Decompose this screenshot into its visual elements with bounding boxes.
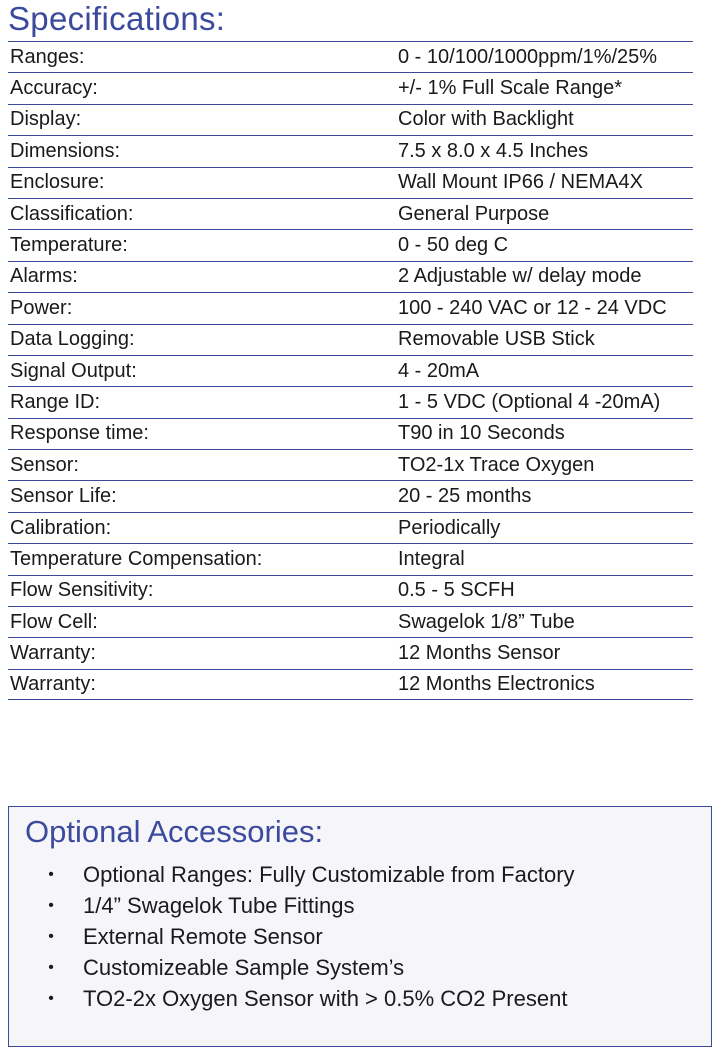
accessory-item — [9, 890, 575, 921]
spec-label: Temperature Compensation: — [10, 547, 263, 570]
spec-label: Power: — [10, 296, 73, 319]
spec-label: Warranty: — [10, 642, 96, 665]
spec-label: Data Logging: — [10, 328, 135, 351]
spec-row — [8, 104, 693, 135]
spec-value: +/- 1% Full Scale Range* — [398, 77, 623, 100]
spec-label: Accuracy: — [10, 77, 98, 100]
accessory-item — [9, 859, 575, 890]
spec-row — [8, 449, 693, 480]
spec-row — [8, 669, 693, 700]
spec-value: Removable USB Stick — [398, 328, 595, 351]
spec-value: 0 - 50 deg C — [398, 234, 509, 257]
spec-label: Flow Cell: — [10, 610, 98, 633]
spec-row — [8, 418, 693, 449]
accessory-text: External Remote Sensor — [83, 923, 323, 949]
specifications-table — [8, 41, 693, 700]
accessory-item — [9, 921, 575, 952]
spec-row — [8, 543, 693, 574]
spec-value: T90 in 10 Seconds — [398, 422, 565, 445]
spec-row — [8, 637, 693, 668]
spec-value: Swagelok 1/8” Tube — [398, 610, 575, 633]
spec-label: Enclosure: — [10, 171, 105, 194]
spec-value: 0 - 10/100/1000ppm/1%/25% — [398, 45, 658, 68]
spec-value: Wall Mount IP66 / NEMA4X — [398, 171, 643, 194]
spec-value: 0.5 - 5 SCFH — [398, 579, 515, 602]
accessory-item — [9, 952, 575, 983]
spec-label: Temperature: — [10, 234, 128, 257]
spec-label: Warranty: — [10, 673, 96, 695]
accessory-text: TO2-2x Oxygen Sensor with > 0.5% CO2 Present — [83, 985, 568, 1011]
spec-row — [8, 229, 693, 260]
spec-row — [8, 355, 693, 386]
spec-row — [8, 386, 693, 417]
spec-row — [8, 324, 693, 355]
spec-value: 20 - 25 months — [398, 485, 532, 508]
spec-value: Color with Backlight — [398, 108, 574, 131]
spec-row — [8, 72, 693, 103]
spec-row — [8, 135, 693, 166]
spec-label: Sensor Life: — [10, 485, 117, 508]
spec-value: 2 Adjustable w/ delay mode — [398, 265, 642, 288]
spec-value: TO2-1x Trace Oxygen — [398, 453, 595, 476]
spec-label: Ranges: — [10, 45, 85, 68]
spec-row — [8, 167, 693, 198]
spec-label: Classification: — [10, 202, 134, 225]
specifications-title: Specifications: — [8, 0, 226, 37]
spec-label: Dimensions: — [10, 139, 121, 162]
bullet-icon: • — [48, 989, 54, 1007]
bullet-icon: • — [48, 896, 54, 914]
spec-label: Signal Output: — [10, 359, 137, 382]
spec-row — [8, 575, 693, 606]
accessory-text: Customizeable Sample System’s — [83, 954, 405, 980]
spec-value: General Purpose — [398, 202, 550, 225]
spec-value: 7.5 x 8.0 x 4.5 Inches — [398, 139, 589, 162]
spec-value: Periodically — [398, 516, 501, 539]
accessories-list — [9, 859, 575, 1014]
spec-row — [8, 606, 693, 637]
spec-label: Sensor: — [10, 453, 79, 476]
bullet-icon: • — [48, 865, 54, 883]
spec-value: 12 Months Sensor — [398, 642, 561, 665]
spec-row — [8, 41, 693, 72]
spec-value: 4 - 20mA — [398, 359, 480, 382]
spec-row — [8, 261, 693, 292]
spec-row — [8, 292, 693, 323]
spec-value: 12 Months Electronics — [398, 673, 595, 695]
spec-label: Flow Sensitivity: — [10, 579, 154, 602]
spec-label: Range ID: — [10, 390, 101, 413]
accessory-text: Optional Ranges: Fully Customizable from Factory — [83, 861, 575, 887]
spec-value: 100 - 240 VAC or 12 - 24 VDC — [398, 296, 667, 319]
bullet-icon: • — [48, 958, 54, 976]
spec-label: Alarms: — [10, 265, 78, 288]
optional-accessories-box — [8, 806, 712, 1047]
accessory-item — [9, 983, 575, 1014]
spec-row — [8, 198, 693, 229]
accessory-text: 1/4” Swagelok Tube Fittings — [83, 892, 355, 918]
spec-row — [8, 480, 693, 511]
spec-value: Integral — [398, 547, 465, 570]
spec-row — [8, 512, 693, 543]
spec-value: 1 - 5 VDC (Optional 4 -20mA) — [398, 390, 661, 413]
spec-label: Response time: — [10, 422, 149, 445]
optional-accessories-title: Optional Accessories: — [25, 814, 324, 849]
spec-label: Display: — [10, 108, 82, 131]
bullet-icon: • — [48, 927, 54, 945]
spec-label: Calibration: — [10, 516, 112, 539]
